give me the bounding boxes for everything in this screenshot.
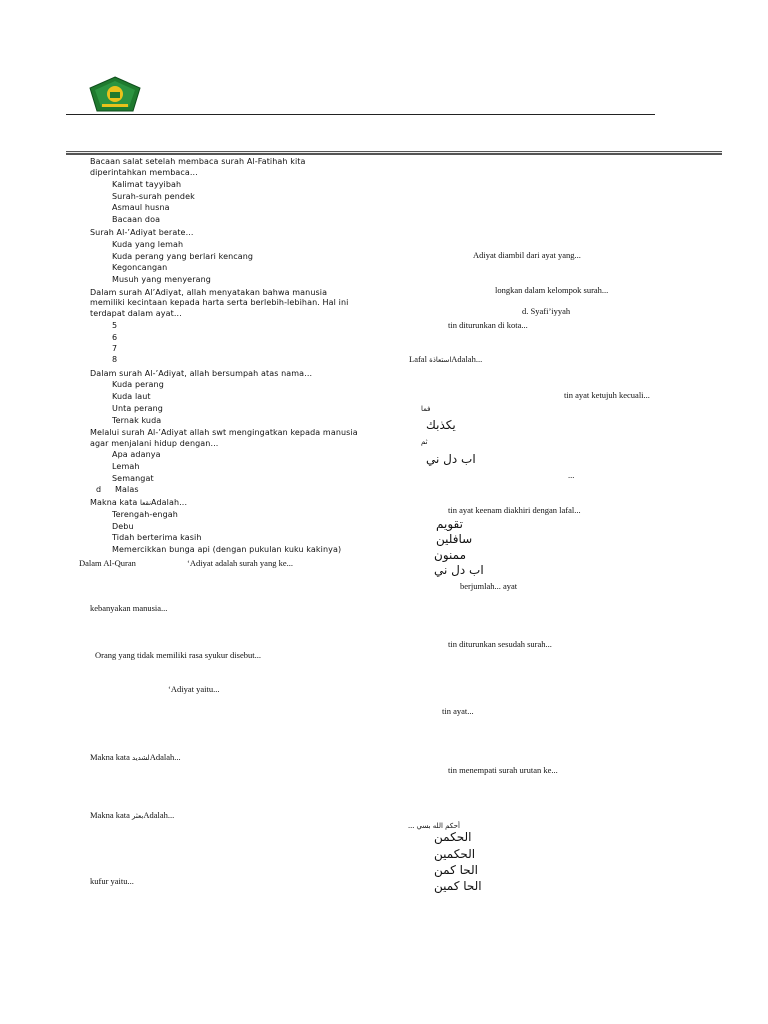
right-question-9: tin ayat... bbox=[442, 706, 474, 716]
right-question-11-option: الحا كمين bbox=[434, 879, 482, 893]
question-7-part-b: ‘Adiyat adalah surah yang ke... bbox=[187, 558, 293, 568]
question-12-arabic: بعثر bbox=[132, 812, 144, 820]
right-question-6-option: تقويم bbox=[436, 517, 463, 531]
right-question-5-arabic: ثم bbox=[421, 438, 428, 446]
right-question-4-suffix: Adalah... bbox=[451, 354, 483, 364]
question-11-arabic: لشديد bbox=[132, 754, 150, 762]
question-1-option: Asmaul husna bbox=[112, 203, 170, 212]
question-13: kufur yaitu... bbox=[90, 876, 134, 886]
question-5-line2: agar menjalani hidup dengan... bbox=[90, 439, 219, 448]
right-question-4 bbox=[409, 354, 482, 364]
right-question-10: tin menempati surah urutan ke... bbox=[448, 765, 558, 775]
question-7-part-a: Dalam Al-Quran bbox=[79, 558, 136, 568]
question-2: Surah Al-’Adiyat berate... bbox=[90, 228, 194, 237]
question-3-line3: terdapat dalam ayat... bbox=[90, 309, 182, 318]
right-question-5-arabic: يكذبك bbox=[426, 418, 456, 432]
question-1-line1: Bacaan salat setelah membaca surah Al-Fatihah kita bbox=[90, 157, 306, 166]
right-question-2: longkan dalam kelompok surah... bbox=[495, 285, 609, 295]
question-2-option: Kuda perang yang berlari kencang bbox=[112, 252, 254, 261]
question-2-option: Musuh yang menyerang bbox=[112, 275, 211, 284]
right-question-6-option: اب دل ني bbox=[434, 563, 484, 577]
right-question-11 bbox=[408, 820, 460, 830]
question-10: ‘Adiyat yaitu... bbox=[168, 684, 220, 694]
question-6-option: Memercikkan bunga api (dengan pukulan kuku kakinya) bbox=[112, 545, 342, 554]
question-6-prefix: Makna kata bbox=[90, 498, 138, 507]
right-question-5-arabic: فما bbox=[421, 405, 431, 413]
right-question-11-option: الحكمن bbox=[434, 830, 472, 844]
question-6-option: Debu bbox=[112, 522, 134, 531]
question-6 bbox=[90, 498, 187, 507]
question-1-option: Bacaan doa bbox=[112, 215, 161, 224]
question-3-line1: Dalam surah Al’Adiyat, allah menyatakan bahwa manusia bbox=[90, 288, 328, 297]
question-5-option-letter: d bbox=[96, 485, 102, 494]
question-3-line2: memiliki kecintaan kepada harta serta berlebih-lebihan. Hal ini bbox=[90, 298, 349, 307]
header-rule bbox=[66, 114, 655, 115]
question-4-option: Kuda laut bbox=[112, 392, 151, 401]
question-4-option: Ternak kuda bbox=[112, 416, 162, 425]
right-question-6: tin ayat keenam diakhiri dengan lafal... bbox=[448, 505, 581, 515]
question-1-option: Surah-surah pendek bbox=[112, 192, 195, 201]
header-double-rule bbox=[66, 151, 722, 155]
question-1-line2: diperintahkan membaca... bbox=[90, 168, 198, 177]
right-question-5-arabic: اب دل ني bbox=[426, 452, 476, 466]
right-question-4-prefix: Lafal bbox=[409, 354, 427, 364]
question-5-option: Semangat bbox=[112, 474, 154, 483]
question-8: kebanyakan manusia... bbox=[90, 603, 168, 613]
question-11-prefix: Makna kata bbox=[90, 752, 130, 762]
right-question-11-arabic: أحكم الله بسي bbox=[416, 822, 460, 830]
right-question-8: tin diturunkan sesudah surah... bbox=[448, 639, 552, 649]
right-question-11-prefix: ... bbox=[408, 820, 415, 830]
question-5-option: Malas bbox=[115, 485, 139, 494]
question-2-option: Kuda yang lemah bbox=[112, 240, 184, 249]
question-3-option: 8 bbox=[112, 355, 118, 364]
right-question-3: tin diturunkan di kota... bbox=[448, 320, 528, 330]
question-4: Dalam surah Al-’Adiyat, allah bersumpah atas nama... bbox=[90, 369, 313, 378]
right-question-5-dots: ... bbox=[568, 470, 575, 480]
right-question-11-option: الحكمين bbox=[434, 847, 476, 861]
question-6-option: Terengah-engah bbox=[112, 510, 178, 519]
question-1-option: Kalimat tayyibah bbox=[112, 180, 182, 189]
question-12-prefix: Makna kata bbox=[90, 810, 130, 820]
question-3-option: 7 bbox=[112, 344, 118, 353]
right-question-1: Adiyat diambil dari ayat yang... bbox=[473, 250, 581, 260]
question-6-option: Tidah berterima kasih bbox=[112, 533, 202, 542]
question-9: Orang yang tidak memiliki rasa syukur disebut... bbox=[95, 650, 261, 660]
question-6-arabic: نقعا bbox=[140, 499, 152, 507]
right-question-11-option: الحا كمن bbox=[434, 863, 478, 877]
question-2-option: Kegoncangan bbox=[112, 263, 168, 272]
question-11 bbox=[90, 752, 181, 762]
question-3-option: 6 bbox=[112, 333, 118, 342]
question-5-option: Apa adanya bbox=[112, 450, 161, 459]
question-12 bbox=[90, 810, 174, 820]
question-11-suffix: Adalah... bbox=[149, 752, 181, 762]
question-12-suffix: Adalah... bbox=[143, 810, 175, 820]
right-question-6-option: ممنون bbox=[434, 548, 466, 562]
right-option-d: d. Syafi’iyyah bbox=[522, 306, 571, 316]
question-4-option: Kuda perang bbox=[112, 380, 164, 389]
question-6-suffix: Adalah... bbox=[151, 498, 188, 507]
right-question-6-option: سافلين bbox=[436, 532, 473, 546]
question-4-option: Unta perang bbox=[112, 404, 163, 413]
question-3-option: 5 bbox=[112, 321, 118, 330]
right-question-4-arabic: استعاذة bbox=[429, 356, 452, 364]
right-question-7: berjumlah... ayat bbox=[460, 581, 518, 591]
question-5-option: Lemah bbox=[112, 462, 140, 471]
kemenag-logo bbox=[88, 76, 142, 112]
right-question-5: tin ayat ketujuh kecuali... bbox=[564, 390, 650, 400]
question-5-line1: Melalui surah Al-’Adiyat allah swt mengingatkan kepada manusia bbox=[90, 428, 358, 437]
